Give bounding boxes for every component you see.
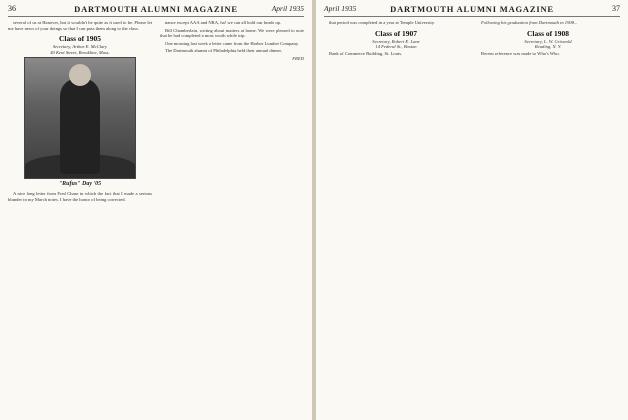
left-col1-paragraph: several of us at Hanover, but it wouldn't be quite as it used to be. Please let me have news of your doings so that I can pass them along to the class. <box>8 20 152 31</box>
right-issue-date: April 1935 <box>324 4 357 13</box>
left-col2-paragraph: The Dartmouth alumni of Philadelphia held their annual dinner. <box>165 48 282 54</box>
right-page <box>316 0 628 420</box>
left-page-header <box>8 4 304 16</box>
left-col2-signature: FRED <box>292 55 304 61</box>
left-column-1 <box>8 20 152 416</box>
class-1907-heading: Class of 1907 <box>374 28 418 38</box>
right-column-1 <box>324 20 468 416</box>
right-header-rule <box>324 16 620 17</box>
class-1905-heading: Class of 1905 <box>58 34 102 44</box>
class-1908-heading: Class of 1908 <box>526 28 570 38</box>
right-column-2 <box>476 20 620 416</box>
photo-figure <box>60 78 100 174</box>
right-masthead: DARTMOUTH ALUMNI MAGAZINE <box>390 4 554 14</box>
left-column-2 <box>160 20 304 416</box>
photo-head <box>69 64 91 86</box>
photo-caption: "Rufus" Day '05 <box>58 181 102 187</box>
left-page-number: 36 <box>8 4 16 13</box>
right-col1-paragraph: Bank of Commerce Building, St. Louis. <box>329 51 403 57</box>
left-issue-date: April 1935 <box>271 4 304 13</box>
right-col2-paragraph: Recent reference was made to Who's Who. <box>481 51 560 57</box>
left-header-rule <box>8 16 304 17</box>
right-page-number: 37 <box>612 4 620 13</box>
class-1908-secretary: Secretary, L. W. Griswold Reading, N. Y. <box>524 38 572 49</box>
left-col2-paragraph: nance except AAA and NRA, ha! we can all hold our heads up. <box>165 20 282 25</box>
rufus-day-photo <box>24 57 136 179</box>
left-col2-paragraph: One morning last week a letter came from the Harbor Lumber Company. <box>165 40 299 46</box>
left-col1-paragraph: A nice long letter from Fred Chase in which the fact that I made a serious blunder in my March notes. I have the honor of being corrected. <box>8 191 152 202</box>
right-col2-paragraph: Following his graduation from Dartmouth in 1908... <box>481 20 578 25</box>
right-page-header <box>324 4 620 16</box>
left-page <box>0 0 312 420</box>
right-col1-paragraph: that period was completed in a year at Temple University. <box>329 20 435 25</box>
class-1905-secretary: Secretary, Arthur E. McClary 40 Kent Street, Brookline, Mass. <box>50 44 110 55</box>
left-masthead: DARTMOUTH ALUMNI MAGAZINE <box>74 4 238 14</box>
left-col2-paragraph: Bill Chamberlain, writing about matters at home. We were pleased to note that he had completed a most worth while trip. <box>160 27 304 39</box>
class-1907-secretary: Secretary, Robert E. Lane 14 Federal St., Boston <box>372 38 420 49</box>
